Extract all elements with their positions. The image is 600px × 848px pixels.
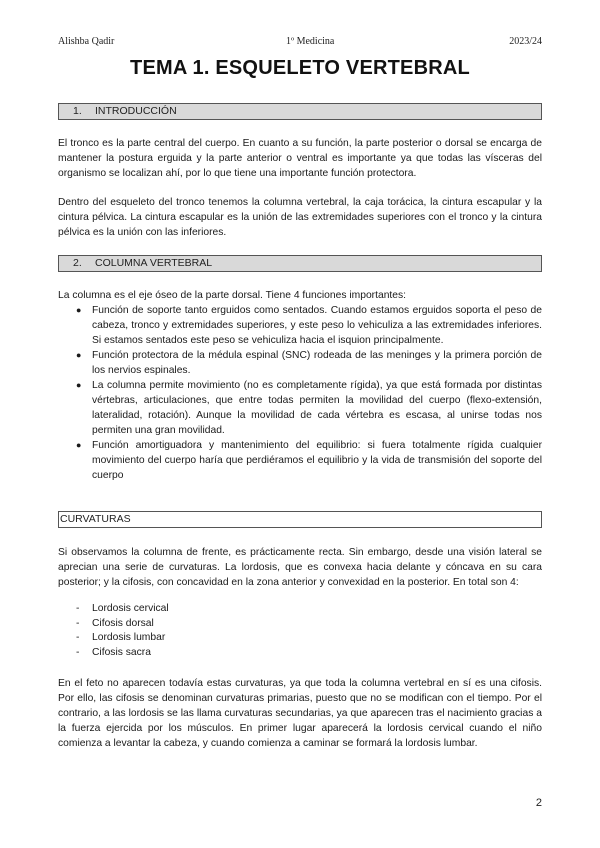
page-number: 2 (535, 797, 542, 809)
bullet-icon: ● (76, 305, 82, 315)
section-heading-columna (58, 255, 542, 272)
bullet-icon: ● (76, 350, 82, 360)
list-item: - Cifosis sacra (58, 646, 542, 661)
header-year: 2023/24 (509, 36, 542, 47)
page-header (58, 36, 542, 50)
section-number: 1. (73, 105, 82, 117)
dash-icon: - (76, 632, 80, 643)
header-author: Alishba Qadir (58, 36, 115, 47)
section-number: 2. (73, 257, 82, 269)
curvatures-list (58, 602, 542, 660)
list-item: - Cifosis dorsal (58, 617, 542, 632)
curvaturas-paragraph-2: En el feto no aparecen todavía estas curvaturas, ya que toda la columna vertebral en sí es una cifosis. Por ello, las cifosis se denominan curvaturas primarias, puesto que no se modifican con el tiempo. Por el contrario, a las lordosis se las llama curvaturas secundarias, ya que aparecen tras el nacimiento gracias a la fuerza ejercida por los músculos. En primer lugar aparecerá la lordosis cervical cuando el niño comienza a levantar la cabeza, y cuando comienza a caminar se formará la lordosis lumbar. (58, 678, 542, 749)
list-item: ● Función amortiguadora y mantenimiento del equilibrio: si fuera totalmente rígida cualquier movimiento del cuerpo haría que perdiéramos el equilibrio y la vida de transmisión del soporte del cuerpo (76, 440, 542, 481)
list-item: ● La columna permite movimiento (no es completamente rígida), ya que está formada por distintas vértebras, articulaciones, que entre todas permiten la movilidad del cuerpo (flexo-extensión, lateralidad, rotación). Aunque la movilidad de cada vértebra es escasa, al unirse todas nos permiten una gran movilidad. (76, 380, 542, 436)
functions-list (58, 303, 542, 483)
dash-icon: - (76, 603, 80, 614)
list-item: - Lordosis lumbar (58, 631, 542, 646)
list-item: - Lordosis cervical (58, 602, 542, 617)
dash-icon: - (76, 617, 80, 629)
bullet-icon: ● (76, 380, 82, 390)
section-title: COLUMNA VERTEBRAL (95, 257, 213, 269)
curvaturas-paragraph-1: Si observamos la columna de frente, es prácticamente recta. Sin embargo, desde una visión lateral se aprecian una serie de curvaturas. La lordosis, que es convexa hacia delante y cóncava en su cara posterior; y la cifosis, con concavidad en la zona anterior y convexidad en la posterior. En total son 4: (58, 547, 542, 588)
document-title: TEMA 1. ESQUELETO VERTEBRAL (130, 57, 470, 79)
intro-paragraph-1: El tronco es la parte central del cuerpo. En cuanto a su función, la parte posterior o dorsal se encarga de mantener la postura erguida y la parte anterior o ventral es importante ya que todas las vísceras del organismo se localizan ahí, por lo que tiene una importante función protectora. (58, 138, 542, 179)
section-heading-introduccion (58, 103, 542, 120)
list-item: ● Función de soporte tanto erguidos como sentados. Cuando estamos erguidos soporta el peso de cabeza, tronco y extremidades superiores, y este peso lo vehiculiza a las extremidades inferiores. Si estamos sentados este peso se vehiculiza hacia el isquion principalmente. (76, 305, 542, 346)
list-item: ● Función protectora de la médula espinal (SNC) rodeada de las meninges y la primera porción de los nervios espinales. (76, 350, 542, 376)
intro-paragraph-2: Dentro del esqueleto del tronco tenemos la columna vertebral, la caja torácica, la cintura escapular y la cintura pélvica. La cintura escapular es la unión de las extremidades superiores con el tronco y la cintura pélvica es la unión con las inferiores. (58, 197, 542, 238)
subsection-heading-curvaturas: CURVATURAS (58, 511, 542, 528)
bullet-icon: ● (76, 440, 82, 450)
dash-icon: - (76, 646, 80, 658)
header-course: 1º Medicina (286, 36, 335, 47)
section-title: INTRODUCCIÓN (95, 105, 177, 117)
columna-intro: La columna es el eje óseo de la parte dorsal. Tiene 4 funciones importantes: (58, 290, 407, 301)
